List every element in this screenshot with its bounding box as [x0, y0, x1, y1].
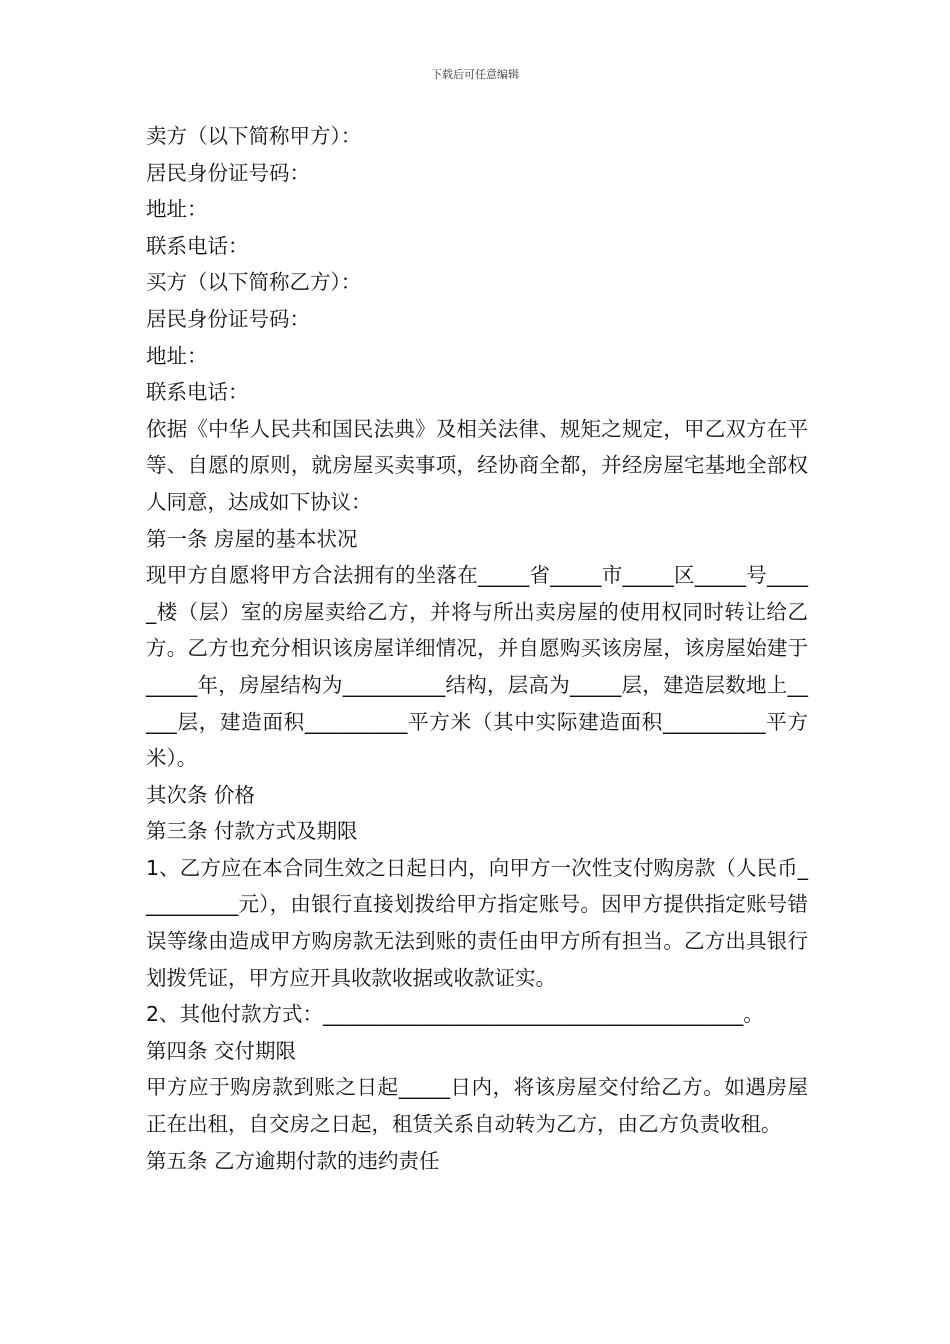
preamble-paragraph: 依据《中华人民共和国民法典》及相关法律、规矩之规定，甲乙双方在平等、自愿的原则，就房屋买卖事项，经协商全都，并经房屋宅基地全部权人同意，达成如下协议： [146, 416, 808, 514]
seller-phone-line: 联系电话： [146, 233, 249, 258]
article-3-item-1: 1、乙方应在本合同生效之日起日内，向甲方一次性支付购房款（人民币__________元），由银行直接划拨给甲方指定账号。因甲方提供指定账号错误等缘由造成甲方购房款无法到账的责任由甲方所有担当。乙方出具银行划拨凭证，甲方应开具收款收据或收款证实。 [146, 855, 808, 990]
contract-body [146, 118, 808, 1179]
article-2-title: 其次条 价格 [146, 782, 256, 807]
buyer-phone-line: 联系电话： [146, 380, 249, 405]
seller-line: 卖方（以下简称甲方）： [146, 124, 362, 148]
article-1-title: 第一条 房屋的基本状况 [146, 526, 358, 551]
article-4-body: 甲方应于购房款到账之日起_____日内，将该房屋交付给乙方。如遇房屋正在出租，自交房之日起，租赁关系自动转为乙方，由乙方负责收租。 [146, 1075, 808, 1137]
article-5-title: 第五条 乙方逾期付款的违约责任 [146, 1148, 440, 1173]
page-header: 下载后可任意编辑 [431, 68, 519, 81]
article-3-item-2: 2、其他付款方式：_________________________________________。 [146, 1002, 764, 1027]
article-3-title: 第三条 付款方式及期限 [146, 819, 358, 844]
article-4-title: 第四条 交付期限 [146, 1038, 297, 1063]
seller-address-line: 地址： [146, 197, 208, 222]
buyer-line: 买方（以下简称乙方）： [146, 270, 362, 295]
seller-id-line: 居民身份证号码： [146, 160, 310, 185]
buyer-id-line: 居民身份证号码： [146, 306, 310, 331]
article-1-body: 现甲方自愿将甲方合法拥有的坐落在_____省_____市_____区_____号_____楼（层）室的房屋卖给乙方，并将与所出卖房屋的使用权同时转让给乙方。乙方也充分相识该房屋详细情况，并自愿购买该房屋，该房屋始建于_____年，房屋结构为__________结构，层高为_____层，建造层数地上_____层，建造面积__________平方米（其中实际建造面积__________平方米）。 [146, 563, 808, 771]
buyer-address-line: 地址： [146, 343, 208, 368]
